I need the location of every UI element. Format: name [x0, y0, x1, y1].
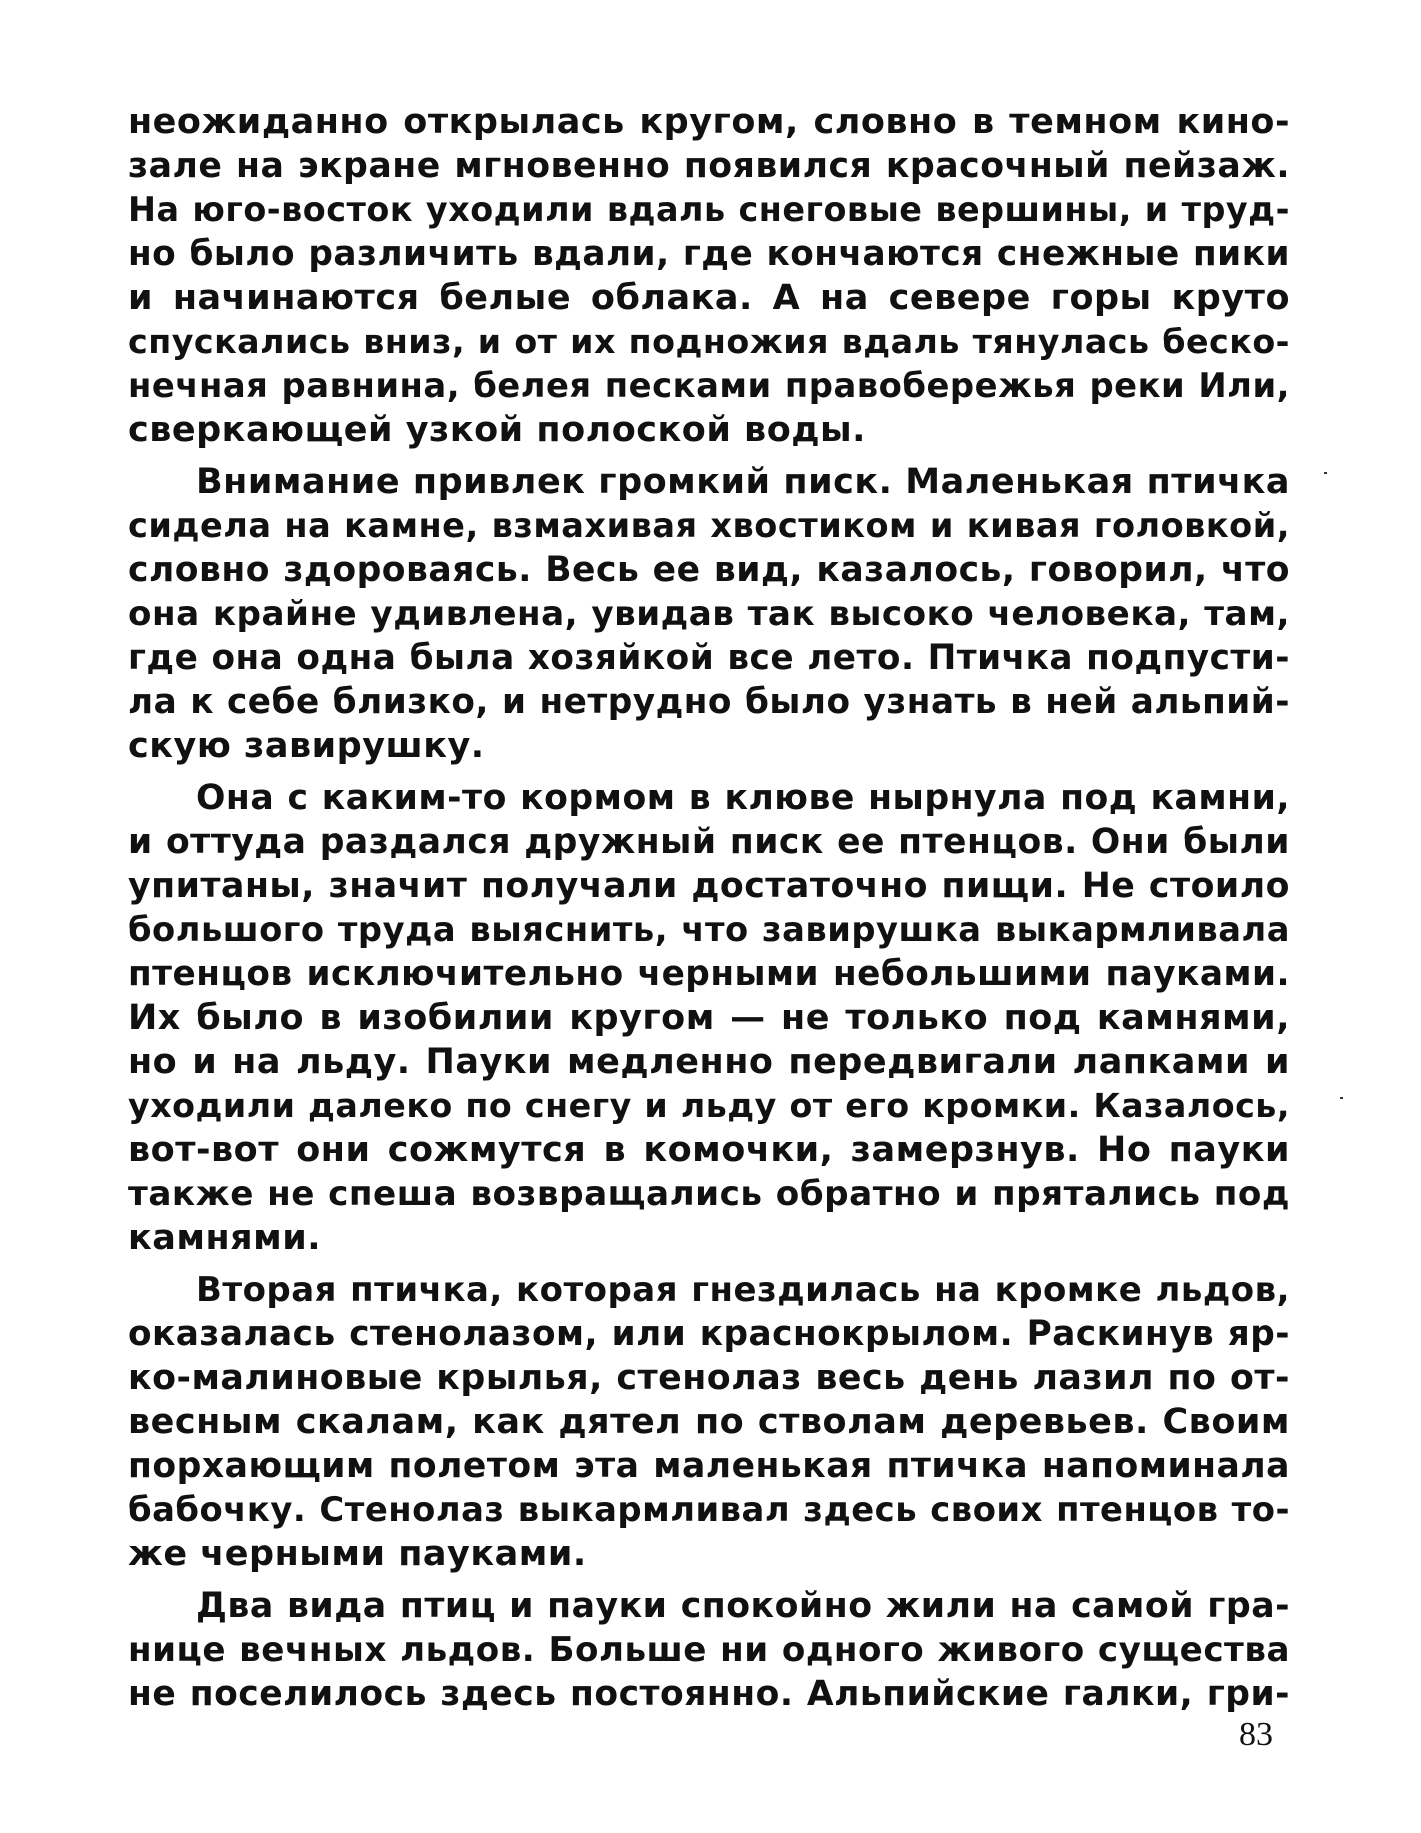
- text-line: птенцов исключительно черными небольшими пауками.: [128, 954, 1290, 994]
- text-line: же черными пауками.: [128, 1534, 587, 1574]
- text-line: бабочку. Стенолаз выкармливал здесь своих птенцов то-: [128, 1490, 1290, 1529]
- text-line: где она одна была хозяйкой все лето. Птичка подпусти-: [128, 638, 1290, 678]
- text-line: нечная равнина, белея песками правобережья реки Или,: [128, 366, 1290, 405]
- text-line: камнями.: [128, 1218, 322, 1258]
- text-line: вот-вот они сожмутся в комочки, замерзнув. Но пауки: [128, 1130, 1290, 1170]
- text-line: и начинаются белые облака. А на севере горы круто: [128, 278, 1290, 318]
- text-line: оказалась стенолазом, или краснокрылом. Раскинув яр-: [128, 1314, 1290, 1354]
- text-line: уходили далеко по снегу и льду от его кромки. Казалось,: [128, 1086, 1290, 1125]
- text-line: сверкающей узкой полоской воды.: [128, 410, 866, 450]
- text-line: Внимание привлек громкий писк. Маленькая птичка: [196, 462, 1290, 502]
- text-line: Она с каким-то кормом в клюве нырнула под камни,: [196, 778, 1290, 818]
- text-line: и оттуда раздался дружный писк ее птенцов. Они были: [128, 822, 1290, 862]
- text-line: порхающим полетом эта маленькая птичка напоминала: [128, 1446, 1290, 1486]
- text-line: ла к себе близко, и нетрудно было узнать в ней альпий-: [128, 682, 1290, 722]
- text-line: также не спеша возвращались обратно и прятались под: [128, 1174, 1290, 1214]
- body-text: [128, 100, 1290, 1716]
- page-number: 83: [1239, 1716, 1273, 1753]
- text-line: На юго-восток уходили вдаль снеговые вершины, и труд-: [128, 190, 1290, 229]
- text-line: спускались вниз, и от их подножия вдаль тянулась беско-: [128, 322, 1290, 361]
- scan-speck: [1324, 472, 1327, 474]
- text-line: неожиданно открылась кругом, словно в темном кино-: [128, 102, 1290, 142]
- scan-speck: [1340, 1097, 1343, 1099]
- text-line: но было различить вдали, где кончаются снежные пики: [128, 234, 1290, 274]
- text-line: весным скалам, как дятел по стволам деревьев. Своим: [128, 1402, 1290, 1442]
- text-line: Два вида птиц и пауки спокойно жили на самой гра-: [196, 1586, 1290, 1626]
- text-line: нице вечных льдов. Больше ни одного живого существа: [128, 1630, 1290, 1670]
- text-line: Их было в изобилии кругом — не только под камнями,: [128, 998, 1290, 1038]
- text-line: скую завирушку.: [128, 726, 485, 766]
- text-line: она крайне удивлена, увидав так высоко человека, там,: [128, 594, 1290, 634]
- text-line: ко-малиновые крылья, стенолаз весь день лазил по от-: [128, 1358, 1290, 1398]
- text-line: упитаны, значит получали достаточно пищи. Не стоило: [128, 866, 1290, 906]
- text-line: сидела на камне, взмахивая хвостиком и кивая головкой,: [128, 506, 1290, 545]
- text-line: не поселилось здесь постоянно. Альпийские галки, гри-: [128, 1674, 1290, 1714]
- text-line: зале на экране мгновенно появился красочный пейзаж.: [128, 146, 1290, 186]
- text-line: Вторая птичка, которая гнездилась на кромке льдов,: [196, 1270, 1290, 1310]
- text-line: словно здороваясь. Весь ее вид, казалось, говорил, что: [128, 550, 1290, 590]
- text-line: большого труда выяснить, что завирушка выкармливала: [128, 910, 1290, 949]
- text-line: но и на льду. Пауки медленно передвигали лапками и: [128, 1042, 1290, 1082]
